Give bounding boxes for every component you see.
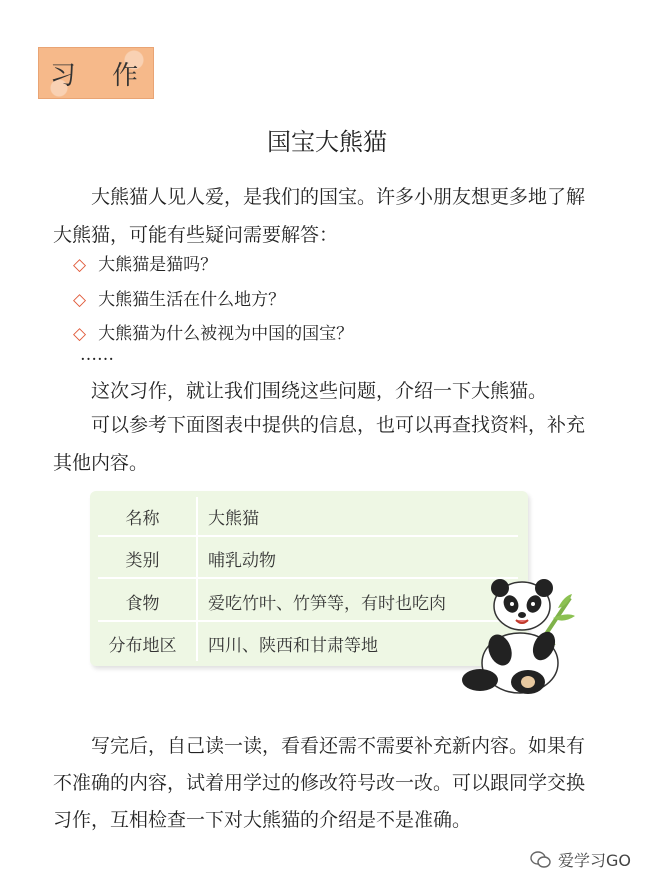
- panda-illustration-icon: [458, 578, 583, 696]
- question-text: 大熊猫为什么被视为中国的国宝？: [98, 324, 354, 344]
- table-value: 爱吃竹叶、竹笋等，有时也吃肉: [208, 594, 446, 614]
- table-key: 食物: [125, 594, 160, 614]
- question-text: 大熊猫是猫吗？: [98, 255, 218, 275]
- paragraph-topic: 这次习作，就让我们围绕这些问题，介绍一下大熊猫。: [91, 380, 548, 402]
- question-text: 大熊猫生活在什么地方？: [98, 290, 286, 310]
- question-item: [73, 250, 217, 275]
- page-title: 国宝大熊猫: [267, 128, 387, 156]
- table-key: 分布地区: [108, 636, 177, 656]
- wechat-icon: [530, 851, 552, 869]
- closing-paragraph: 写完后，自己读一读，看看还需不需要补充新内容。如果有不准确的内容，试着用学过的修改符号改一改。可以跟同学交换习作，互相检查一下对大熊猫的介绍是不是准确。: [53, 735, 586, 831]
- section-label-badge: [38, 47, 154, 99]
- table-value: 四川、陕西和甘肃等地: [208, 636, 378, 656]
- diamond-bullet-icon: ◇: [73, 324, 87, 344]
- watermark-text: 爱学习GO: [558, 851, 631, 870]
- table-row: [90, 493, 528, 535]
- table-value: 哺乳动物: [208, 551, 276, 571]
- section-label: 习 作: [49, 60, 153, 91]
- table-key: 类别: [125, 551, 160, 571]
- question-item: [73, 319, 353, 344]
- paragraph-reference: 可以参考下面图表中提供的信息，也可以再查找资料，补充其他内容。: [53, 414, 586, 474]
- question-item: [73, 285, 285, 310]
- diamond-bullet-icon: ◇: [73, 290, 87, 310]
- table-key: 名称: [125, 509, 160, 529]
- table-row: [90, 535, 528, 577]
- ellipsis: ……: [80, 345, 114, 365]
- intro-paragraph: 大熊猫人见人爱，是我们的国宝。许多小朋友想更多地了解大熊猫，可能有些疑问需要解答：: [53, 186, 586, 246]
- watermark: [530, 848, 631, 871]
- table-value: 大熊猫: [208, 509, 259, 529]
- diamond-bullet-icon: ◇: [73, 255, 87, 275]
